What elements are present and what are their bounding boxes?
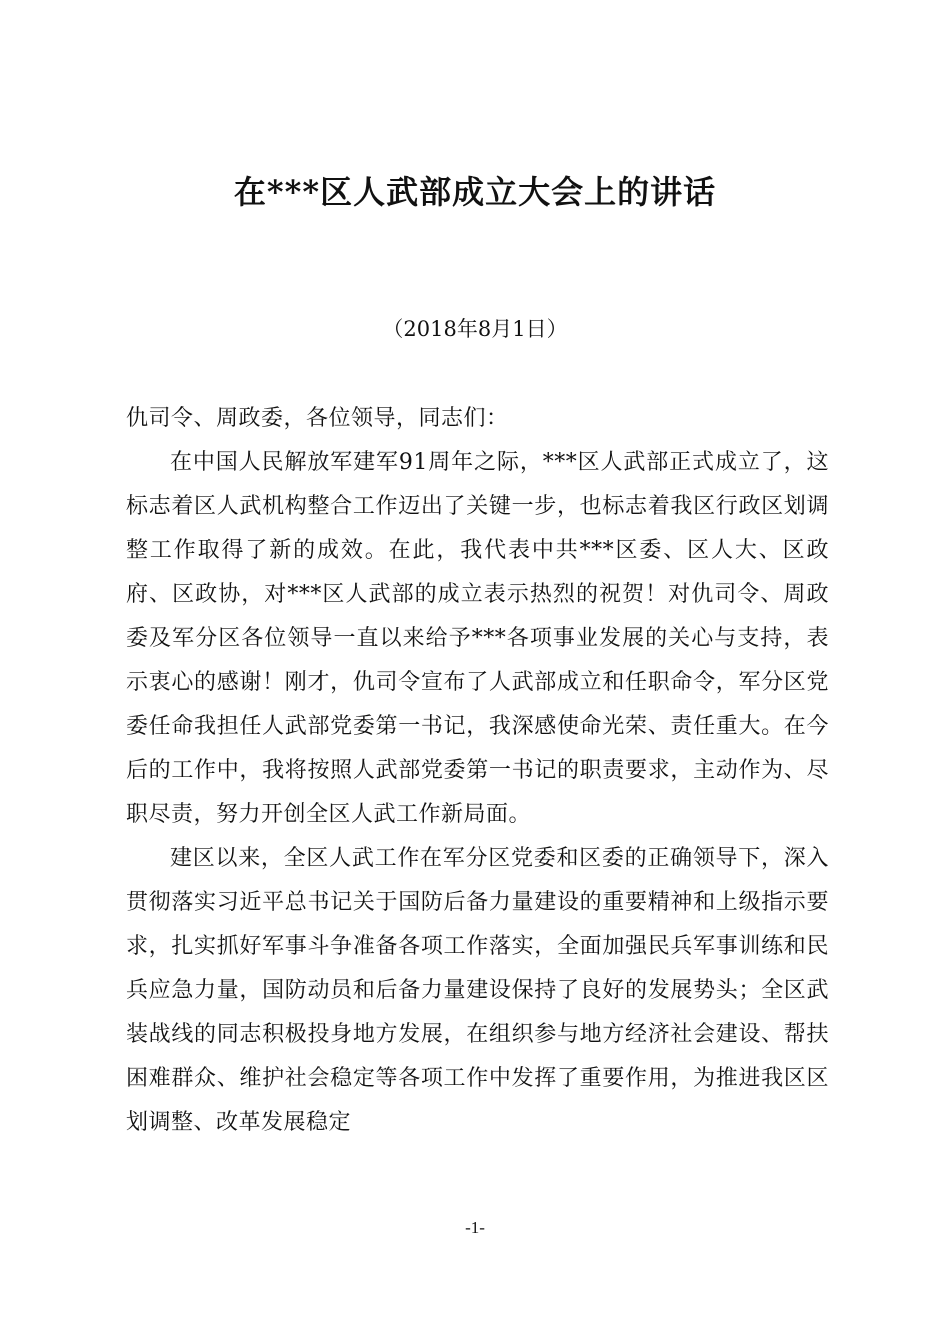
paragraph-1: 在中国人民解放军建军91周年之际，***区人武部正式成立了，这标志着区人武机构整合工作迈出了关键一步，也标志着我区行政区划调整工作取得了新的成效。在此，我代表中共***区委、区人大、区政府、区政协，对***区人武部的成立表示热烈的祝贺！对仇司令、周政委及军分区各位领导一直以来给予***各项事业发展的关心与支持，表示衷心的感谢！刚才，仇司令宣布了人武部成立和任职命令，军分区党委任命我担任人武部党委第一书记，我深感使命光荣、责任重大。在今后的工作中，我将按照人武部党委第一书记的职责要求，主动作为、尽职尽责，努力开创全区人武工作新局面。 [126,450,829,827]
document-title: 在***区人武部成立大会上的讲话 [233,173,717,211]
document-date: （2018年8月1日） [382,317,568,341]
salutation: 仇司令、周政委，各位领导，同志们： [126,406,509,431]
document-body [126,397,829,1145]
page-number: -1- [465,1218,485,1237]
paragraph-2: 建区以来，全区人武工作在军分区党委和区委的正确领导下，深入贯彻落实习近平总书记关于国防后备力量建设的重要精神和上级指示要求，扎实抓好军事斗争准备各项工作落实，全面加强民兵军事训练和民兵应急力量，国防动员和后备力量建设保持了良好的发展势头；全区武装战线的同志积极投身地方发展，在组织参与地方经济社会建设、帮扶困难群众、维护社会稳定等各项工作中发挥了重要作用，为推进我区区划调整、改革发展稳定 [126,846,829,1135]
